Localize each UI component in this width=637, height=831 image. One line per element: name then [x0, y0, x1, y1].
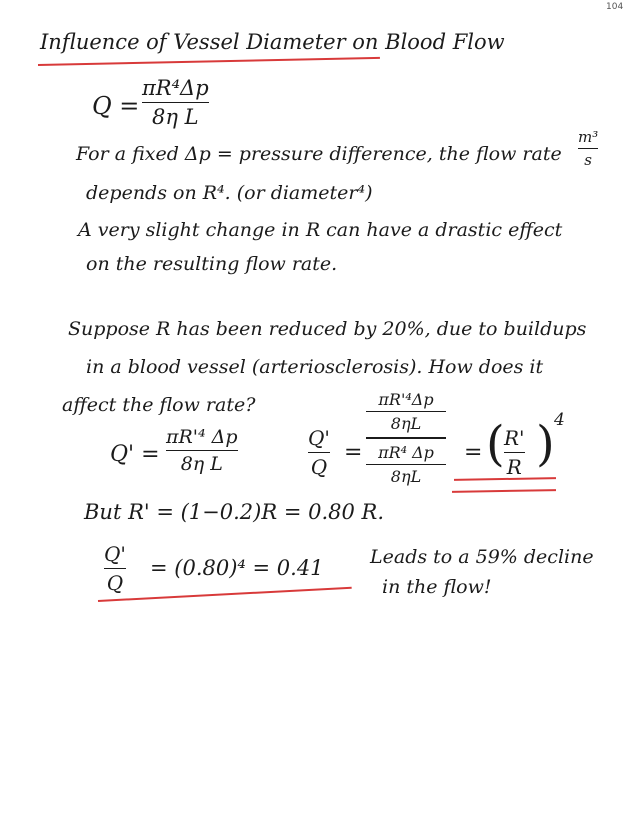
ratio-equals-2: =: [464, 440, 483, 465]
para2-line1: Suppose R has been reduced by 20%, due to buildups: [68, 318, 587, 340]
unit-denominator: s: [584, 151, 592, 169]
ratio-red-underline-1: [454, 477, 556, 481]
result-lhs-denominator: Q: [106, 571, 124, 595]
para1-line1: For a fixed Δp = pressure difference, the flow rate: [76, 143, 562, 165]
top-denominator: 8ηL: [390, 414, 422, 433]
formula-denominator: 8η L: [152, 105, 199, 129]
para1-line4: on the resulting flow rate.: [86, 253, 338, 275]
r-ratio-denominator: R: [506, 455, 522, 479]
q-prime-numerator: πR'⁴ Δp: [166, 426, 238, 448]
flow-unit: [578, 128, 598, 169]
unit-numerator: m³: [578, 128, 599, 146]
result-note-line1: Leads to a 59% decline: [370, 546, 594, 568]
q-prime-fraction: [166, 426, 238, 475]
ratio-red-underline-2: [452, 489, 556, 493]
compound-fraction: [366, 390, 446, 486]
page-title: Influence of Vessel Diameter on Blood Flow: [40, 30, 505, 54]
ratio-exponent: 4: [554, 410, 565, 430]
result-lhs-numerator: Q': [104, 542, 126, 566]
para2-line2: in a blood vessel (arteriosclerosis). How does it: [86, 356, 544, 378]
ratio-lhs: [308, 426, 330, 479]
paren-open: (: [486, 416, 505, 472]
paren-close: ): [536, 416, 555, 472]
q-prime-denominator: 8η L: [180, 453, 223, 475]
r-ratio-numerator: R': [504, 426, 525, 450]
bottom-denominator: 8ηL: [390, 467, 422, 486]
top-numerator: πR'⁴Δp: [378, 390, 434, 409]
but-line: But R' = (1−0.2)R = 0.80 R.: [84, 500, 385, 524]
fraction-bar: [366, 464, 446, 465]
fraction-bar: [166, 450, 238, 451]
fraction-bar: [308, 452, 330, 453]
result-note-line2: in the flow!: [382, 576, 492, 598]
result-red-underline: [98, 587, 352, 602]
ratio-lhs-numerator: Q': [308, 426, 330, 450]
result-rhs: = (0.80)⁴ = 0.41: [150, 556, 324, 580]
para1-line2: depends on R⁴. (or diameter⁴): [86, 182, 373, 204]
para2-line3: affect the flow rate?: [62, 394, 256, 416]
ratio-equals-1: =: [344, 440, 363, 465]
ratio-lhs-denominator: Q: [310, 455, 328, 479]
bottom-numerator: πR⁴ Δp: [378, 443, 434, 462]
fraction-bar: [504, 452, 525, 453]
unit-bar: [578, 148, 598, 149]
q-prime-lhs: Q' =: [110, 442, 160, 467]
result-lhs: [104, 542, 126, 595]
r-ratio: [504, 426, 525, 479]
title-underline: [38, 57, 380, 66]
formula-lhs: Q =: [92, 92, 140, 120]
main-fraction-bar: [366, 437, 446, 439]
fraction-bar: [104, 568, 126, 569]
formula-numerator: πR⁴Δp: [142, 76, 209, 100]
para1-line3: A very slight change in R can have a drastic effect: [78, 219, 563, 241]
formula-fraction: [142, 76, 209, 129]
fraction-bar: [366, 411, 446, 412]
fraction-bar: [142, 102, 209, 103]
page-number: 104: [606, 2, 624, 12]
